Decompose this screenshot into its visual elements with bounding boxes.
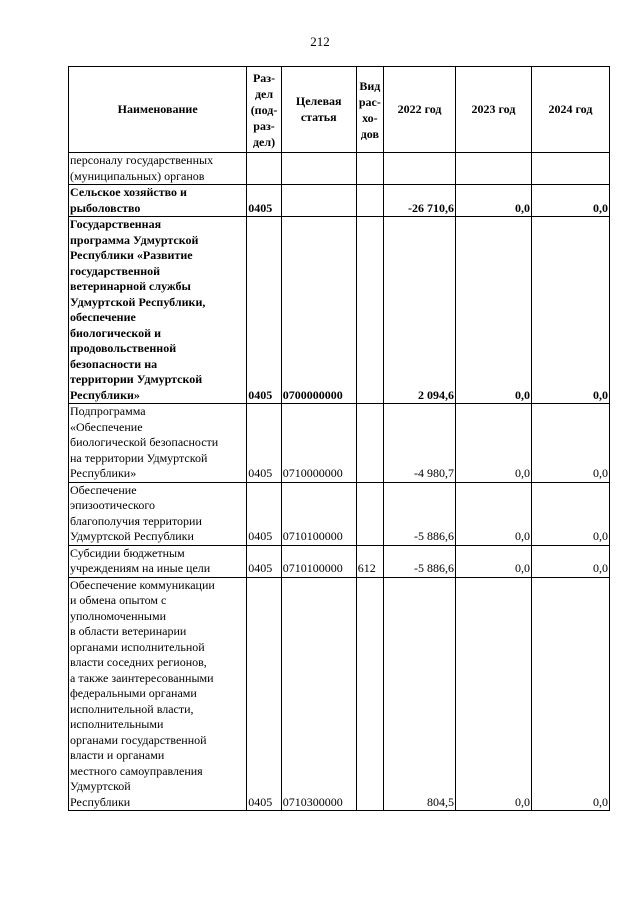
row-name: Обеспечение коммуникации и обмена опытом с уполномоченными в области ветеринарии органами исполнительной власти соседних регионов, а также заинтересованными федеральными органами исполнительной власти, исполнительными органами государственной власти и органами местного самоуправления Удмуртской Республики [69,577,247,811]
row-expense-type [356,404,383,483]
row-value-2023: 0,0 [455,185,531,217]
row-razdel: 0405 [247,545,281,577]
row-name: Государственная программа Удмуртской Республики «Развитие государственной ветеринарной службы Удмуртской Республики, обеспечение биологической и продовольственной безопасности на территории Удмуртской Республики» [69,217,247,404]
row-value-2023 [455,153,531,185]
row-value-2022: -5 886,6 [384,545,456,577]
row-expense-type [356,185,383,217]
row-name: Подпрограмма «Обеспечение биологической безопасности на территории Удмуртской Республики» [69,404,247,483]
row-target-article: 0710100000 [281,545,356,577]
header-2024: 2024 год [531,67,609,153]
page-number: 212 [310,34,330,49]
row-target-article: 0710300000 [281,577,356,811]
row-name: Сельское хозяйство и рыболовство [69,185,247,217]
table-row [69,185,610,217]
row-razdel: 0405 [247,217,281,404]
row-value-2023: 0,0 [455,217,531,404]
row-expense-type [356,482,383,545]
table-row [69,545,610,577]
row-value-2023: 0,0 [455,404,531,483]
row-name: Субсидии бюджетным учреждениям на иные цели [69,545,247,577]
table-header-row [69,67,610,153]
table-row [69,577,610,811]
row-value-2024: 0,0 [531,577,609,811]
row-name: персоналу государственных (муниципальных) органов [69,153,247,185]
row-razdel: 0405 [247,482,281,545]
row-value-2024: 0,0 [531,404,609,483]
row-expense-type [356,577,383,811]
header-2023: 2023 год [455,67,531,153]
row-expense-type: 612 [356,545,383,577]
row-target-article [281,153,356,185]
row-value-2023: 0,0 [455,482,531,545]
row-expense-type [356,217,383,404]
table-row [69,404,610,483]
row-value-2022 [384,153,456,185]
row-target-article: 0710100000 [281,482,356,545]
row-name: Обеспечение эпизоотического благополучия территории Удмуртской Республики [69,482,247,545]
row-value-2022: -4 980,7 [384,404,456,483]
row-value-2022: 804,5 [384,577,456,811]
row-value-2022: 2 094,6 [384,217,456,404]
header-expense-type: Вид рас- хо- дов [356,67,383,153]
row-target-article [281,185,356,217]
row-razdel: 0405 [247,577,281,811]
row-value-2024 [531,153,609,185]
row-value-2023: 0,0 [455,577,531,811]
header-razdel: Раз- дел (под- раз- дел) [247,67,281,153]
row-value-2023: 0,0 [455,545,531,577]
row-target-article: 0710000000 [281,404,356,483]
row-razdel [247,153,281,185]
row-value-2024: 0,0 [531,217,609,404]
row-value-2024: 0,0 [531,545,609,577]
budget-table [68,66,610,811]
row-razdel: 0405 [247,185,281,217]
table-row [69,217,610,404]
header-target-article: Целевая статья [281,67,356,153]
row-value-2022: -26 710,6 [384,185,456,217]
header-name: Наименование [69,67,247,153]
table-body [69,153,610,811]
row-value-2024: 0,0 [531,482,609,545]
header-2022: 2022 год [384,67,456,153]
table-row [69,153,610,185]
row-value-2022: -5 886,6 [384,482,456,545]
row-razdel: 0405 [247,404,281,483]
table-row [69,482,610,545]
row-expense-type [356,153,383,185]
row-target-article: 0700000000 [281,217,356,404]
row-value-2024: 0,0 [531,185,609,217]
